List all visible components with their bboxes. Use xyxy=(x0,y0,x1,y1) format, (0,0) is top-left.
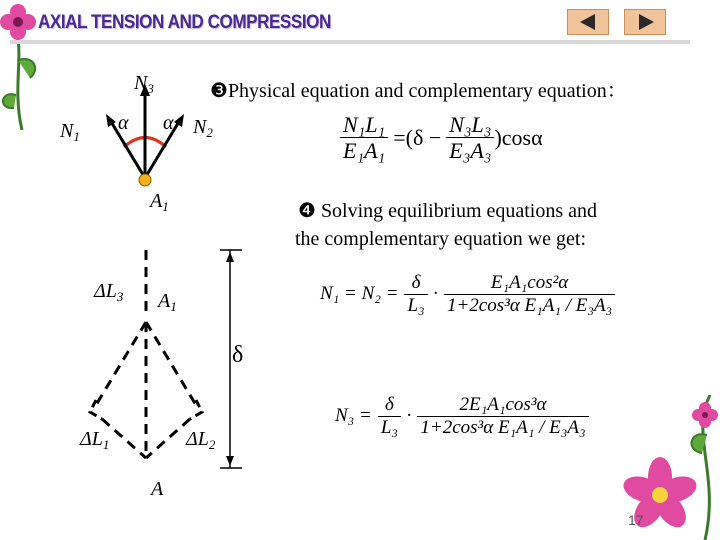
label-a1-top: $A_1$ xyxy=(150,190,169,214)
equation-n1-n2: N₁ = N₂ = $\frac{\delta}{\text{L₃}}$ · $\frac{\text{E₁A₁cos²α}}{\text{1+2cos³α E₁A₁ / E₃A₃}}$ xyxy=(320,272,615,317)
page-number: 17 xyxy=(628,512,644,528)
label-n1: $N_1$ xyxy=(60,120,80,144)
next-slide-button[interactable] xyxy=(624,9,666,35)
label-alpha-left: α xyxy=(118,112,129,134)
eq1-lhs-fraction: $\frac{\text{N₁L₁}}{\text{E₁A₁}}$ xyxy=(340,112,388,164)
header-rule xyxy=(10,40,690,44)
equation-compatibility: $\frac{\text{N₁L₁}}{\text{E₁A₁}}$ =(δ − $\frac{\text{N₃L₃}}{\text{E₃A₃}}$ )cosα xyxy=(340,112,543,164)
label-n3: $N_3$ xyxy=(134,72,154,96)
label-alpha-right: α xyxy=(163,112,174,134)
label-delta: δ xyxy=(232,342,244,368)
label-a1-bottom: $A_1$ xyxy=(158,290,177,314)
step3-bullet: ❸ xyxy=(210,80,228,102)
label-a: A xyxy=(151,478,164,500)
prev-slide-button[interactable] xyxy=(567,9,609,35)
label-n2: $N_2$ xyxy=(193,116,213,140)
step4-line1: ❹ Solving equilibrium equations and xyxy=(298,200,598,222)
triangle-left-icon xyxy=(568,10,608,34)
label-dl1: $\Delta L_1$ xyxy=(80,428,110,452)
triangle-right-icon xyxy=(625,10,665,34)
step4-bullet: ❹ xyxy=(298,200,316,222)
flower-decoration-bottom-right xyxy=(610,395,720,540)
step4-line2: the complementary equation we get: xyxy=(295,228,587,250)
node-a1 xyxy=(139,174,151,186)
label-dl3: $\Delta L_3$ xyxy=(94,280,124,304)
slide-title: AXIAL TENSION AND COMPRESSION xyxy=(38,12,331,33)
eq1-rhs-fraction: $\frac{\text{N₃L₃}}{\text{E₃A₃}}$ xyxy=(446,112,494,164)
step3-text: Physical equation and complementary equation： xyxy=(227,80,627,102)
label-dl2: $\Delta L_2$ xyxy=(186,428,216,452)
step3-heading xyxy=(210,74,627,103)
equation-n3: N₃ = $\frac{\delta}{\text{L₃}}$ · $\frac{\text{2E₁A₁cos³α}}{\text{1+2cos³α E₁A₁ / E₃A₃}}$ xyxy=(335,394,589,439)
